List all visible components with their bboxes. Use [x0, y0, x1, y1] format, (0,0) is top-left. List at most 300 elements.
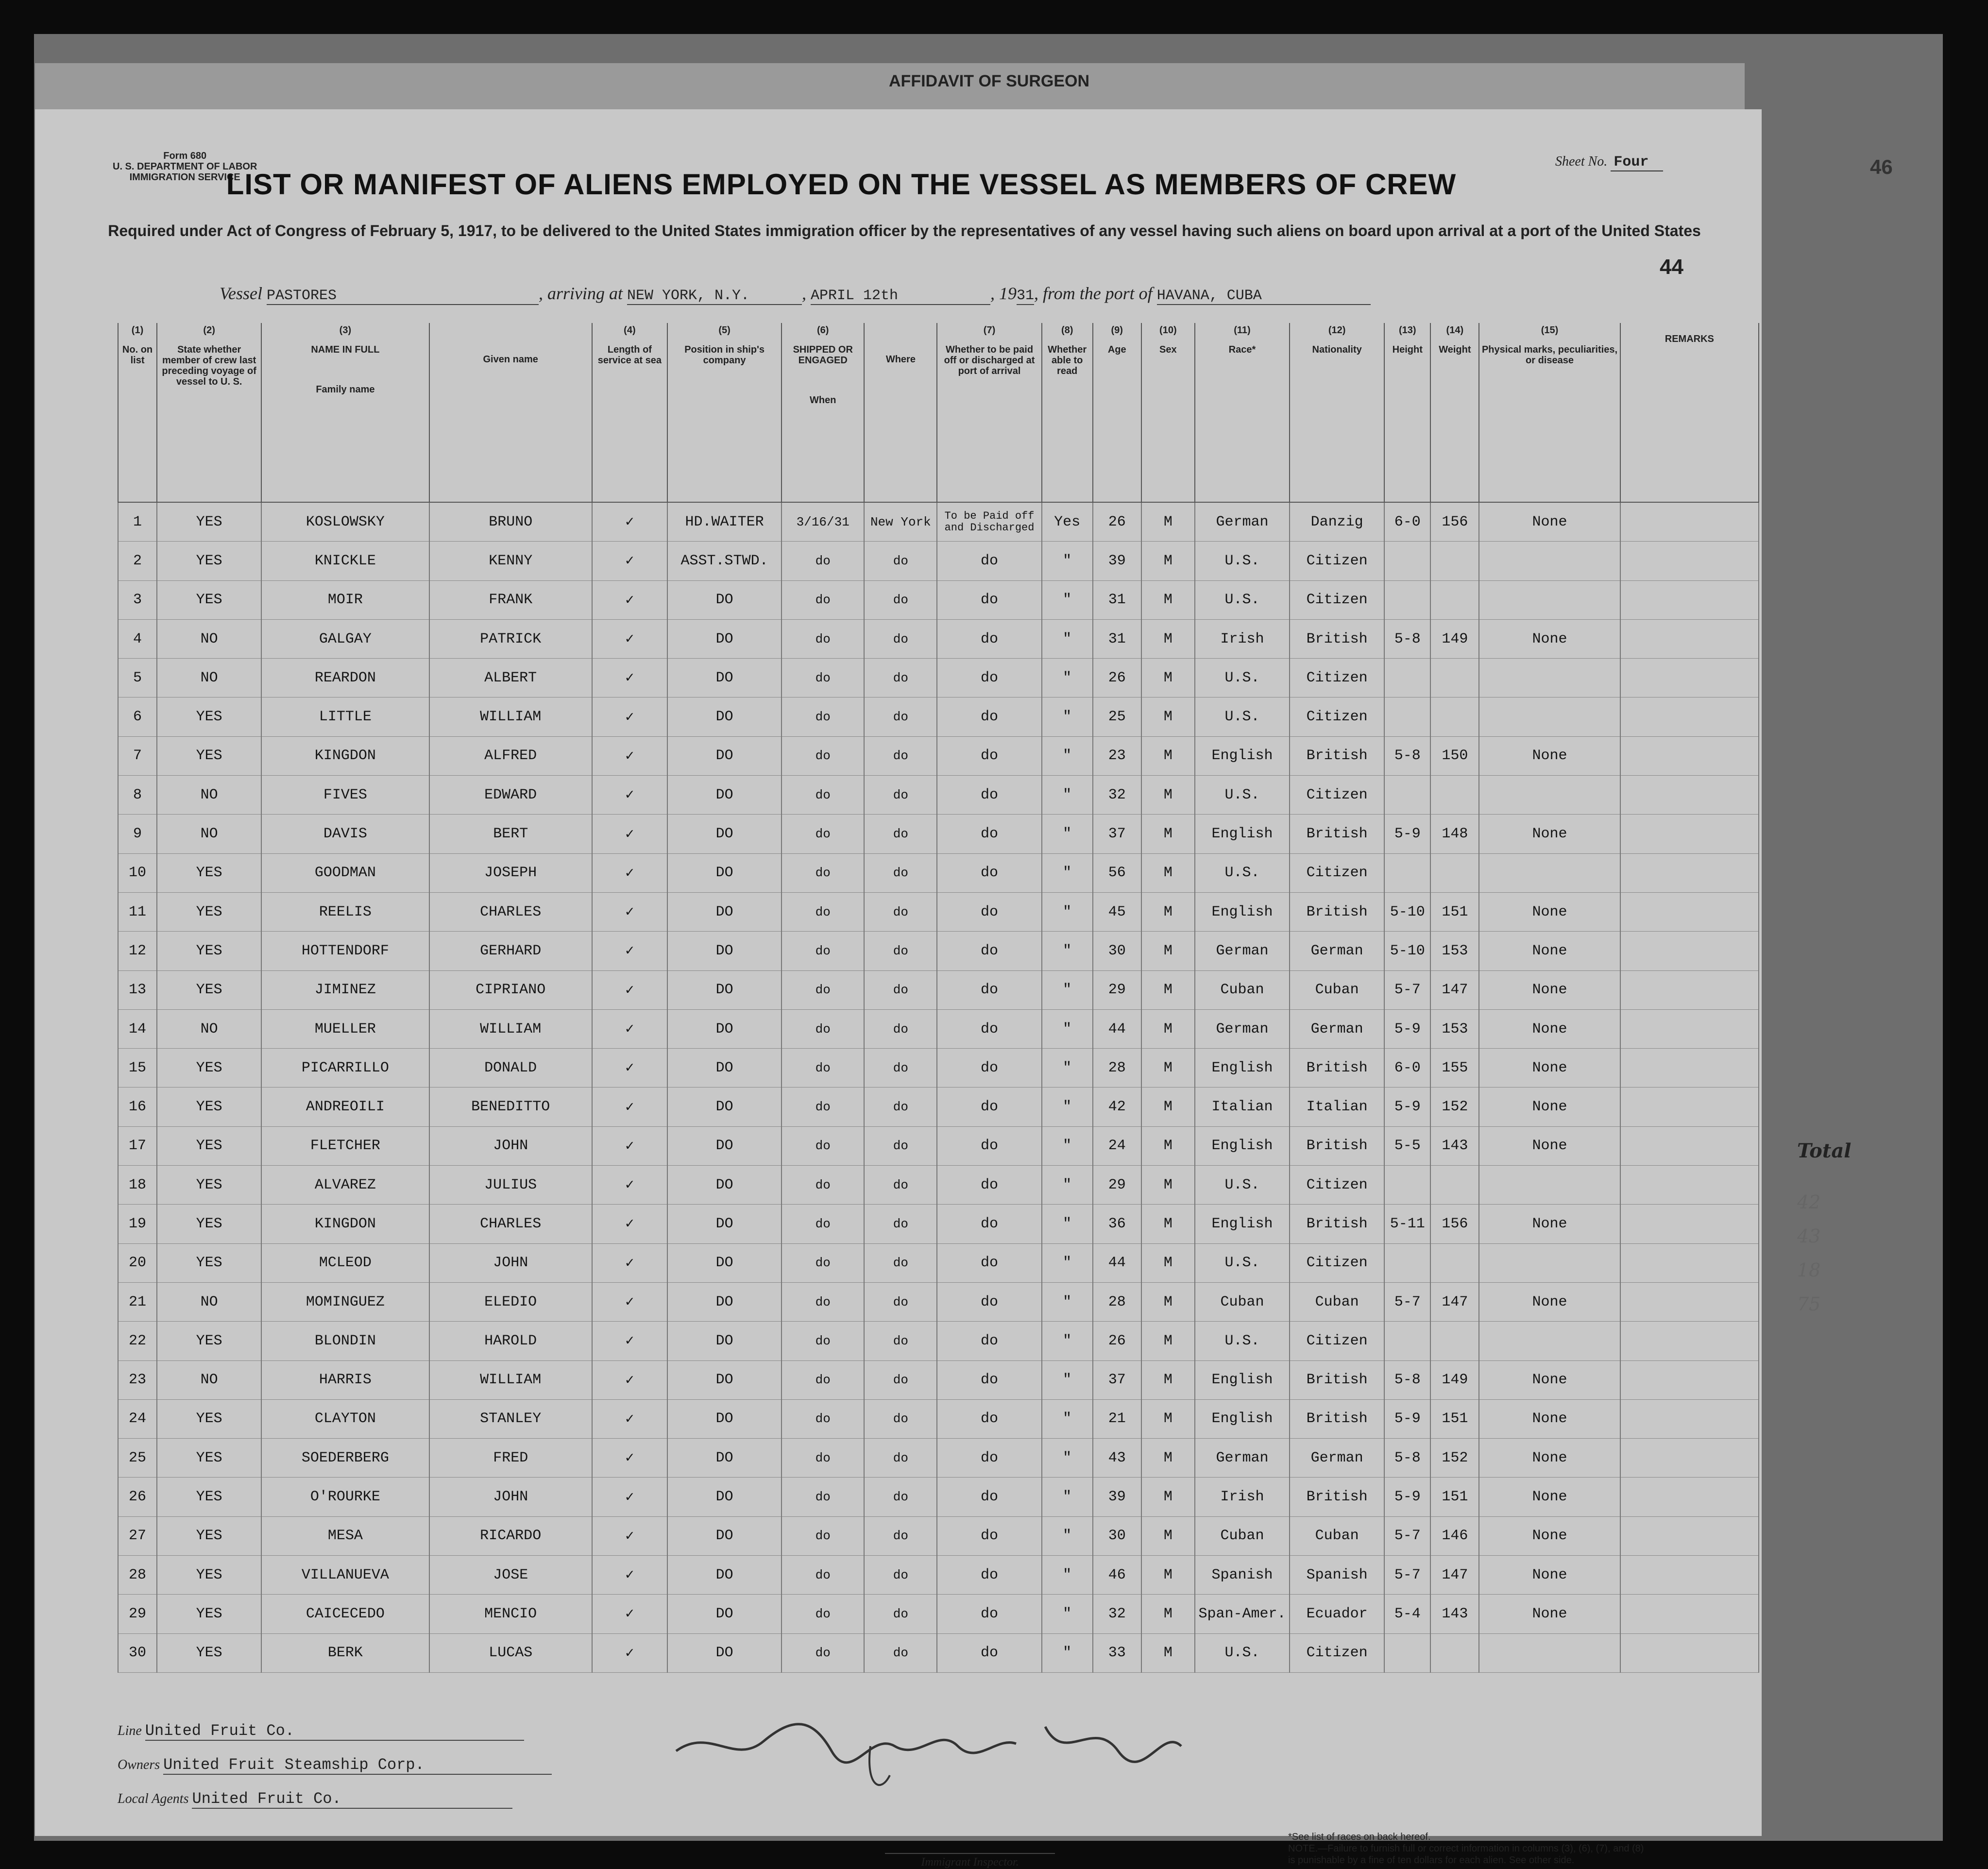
- cell-prev: YES: [157, 1166, 261, 1205]
- year-prefix: , 19: [990, 284, 1017, 303]
- cell-paid: To be Paid off and Discharged: [937, 502, 1041, 542]
- cell-sex: M: [1141, 1556, 1195, 1595]
- cell-sex: M: [1141, 1166, 1195, 1205]
- cell-marks: None: [1479, 1009, 1620, 1048]
- table-row: [118, 1243, 1759, 1282]
- cell-nat: German: [1290, 1009, 1384, 1048]
- column-number: (9): [1111, 325, 1123, 336]
- cell-no: 4: [118, 619, 157, 658]
- cell-read: ": [1042, 1478, 1093, 1516]
- cell-race: U.S.: [1195, 853, 1290, 892]
- cell-position: DO: [667, 619, 782, 658]
- column-label: REMARKS: [1665, 334, 1714, 344]
- cell-sex: M: [1141, 1009, 1195, 1048]
- cell-sex: M: [1141, 892, 1195, 931]
- cell-read: ": [1042, 619, 1093, 658]
- cell-read: ": [1042, 1205, 1093, 1243]
- cell-nat: Spanish: [1290, 1556, 1384, 1595]
- remarks-cell: [1620, 1633, 1759, 1672]
- cell-race: English: [1195, 1205, 1290, 1243]
- cell-paid: do: [937, 1595, 1041, 1633]
- cell-prev: YES: [157, 892, 261, 931]
- cell-given: MENCIO: [429, 1595, 592, 1633]
- cell-when: do: [782, 1478, 864, 1516]
- cell-sex: M: [1141, 1478, 1195, 1516]
- cell-family: MESA: [261, 1516, 429, 1555]
- cell-nat: Danzig: [1290, 502, 1384, 542]
- cell-nat: Citizen: [1290, 580, 1384, 619]
- service-check: ✓: [592, 1009, 667, 1048]
- cell-family: KNICKLE: [261, 542, 429, 580]
- cell-read: ": [1042, 580, 1093, 619]
- cell-age: 24: [1093, 1126, 1141, 1165]
- cell-when: do: [782, 1595, 864, 1633]
- column-number: (13): [1398, 325, 1416, 336]
- cell-prev: YES: [157, 1439, 261, 1478]
- remarks-cell: [1620, 659, 1759, 697]
- cell-no: 20: [118, 1243, 157, 1282]
- cell-given: BRUNO: [429, 502, 592, 542]
- cell-race: English: [1195, 1360, 1290, 1399]
- cell-sex: M: [1141, 1243, 1195, 1282]
- column-header: [1479, 323, 1620, 502]
- cell-weight: 146: [1430, 1516, 1479, 1555]
- cell-prev: YES: [157, 932, 261, 970]
- column-label: Height: [1392, 344, 1423, 355]
- cell-when: do: [782, 853, 864, 892]
- remarks-cell: [1620, 853, 1759, 892]
- cell-paid: do: [937, 1126, 1041, 1165]
- cell-no: 18: [118, 1166, 157, 1205]
- cell-read: ": [1042, 1049, 1093, 1087]
- cell-marks: None: [1479, 970, 1620, 1009]
- remarks-cell: [1620, 542, 1759, 580]
- cell-race: Spanish: [1195, 1556, 1290, 1595]
- cell-paid: do: [937, 815, 1041, 853]
- footer-note-text: *See list of races on back hereof. NOTE.—Failure to furnish full or correct information in columns (3), (6), (7), and (8) is punishable by a fine of ten dollars for each alien. See other side.: [1288, 1832, 1644, 1866]
- cell-height: 5-9: [1384, 1399, 1430, 1438]
- service-check: ✓: [592, 1126, 667, 1165]
- cell-weight: 153: [1430, 932, 1479, 970]
- cell-where: do: [864, 932, 937, 970]
- cell-weight: 147: [1430, 1282, 1479, 1321]
- cell-sex: M: [1141, 619, 1195, 658]
- cell-read: ": [1042, 1360, 1093, 1399]
- cell-paid: do: [937, 932, 1041, 970]
- cell-paid: do: [937, 1478, 1041, 1516]
- cell-nat: Cuban: [1290, 1282, 1384, 1321]
- cell-where: do: [864, 1282, 937, 1321]
- remarks-cell: [1620, 932, 1759, 970]
- cell-paid: do: [937, 892, 1041, 931]
- cell-given: FRANK: [429, 580, 592, 619]
- cell-family: GALGAY: [261, 619, 429, 658]
- cell-when: do: [782, 1049, 864, 1087]
- footer: [84, 1722, 1735, 1834]
- cell-where: do: [864, 1595, 937, 1633]
- cell-age: 32: [1093, 1595, 1141, 1633]
- service-check: ✓: [592, 1282, 667, 1321]
- cell-sex: M: [1141, 1282, 1195, 1321]
- cell-read: ": [1042, 1322, 1093, 1360]
- cell-paid: do: [937, 1282, 1041, 1321]
- cell-given: CHARLES: [429, 1205, 592, 1243]
- cell-given: FRED: [429, 1439, 592, 1478]
- table-row: [118, 1166, 1759, 1205]
- column-label: Nationality: [1312, 344, 1362, 355]
- cell-family: JIMINEZ: [261, 970, 429, 1009]
- owners-value: United Fruit Steamship Corp.: [163, 1756, 552, 1775]
- cell-marks: [1479, 776, 1620, 815]
- cell-height: [1384, 853, 1430, 892]
- cell-prev: NO: [157, 1360, 261, 1399]
- cell-no: 21: [118, 1282, 157, 1321]
- cell-marks: None: [1479, 502, 1620, 542]
- cell-where: do: [864, 542, 937, 580]
- table-row: [118, 776, 1759, 815]
- cell-position: DO: [667, 932, 782, 970]
- service-check: ✓: [592, 1087, 667, 1126]
- service-check: ✓: [592, 619, 667, 658]
- cell-read: ": [1042, 1516, 1093, 1555]
- cell-when: do: [782, 892, 864, 931]
- cell-paid: do: [937, 1009, 1041, 1048]
- cell-weight: 156: [1430, 1205, 1479, 1243]
- cell-given: CIPRIANO: [429, 970, 592, 1009]
- table-header: [118, 323, 1759, 502]
- cell-position: DO: [667, 970, 782, 1009]
- column-label: Whether to be paid off or discharged at port of arrival: [944, 344, 1035, 376]
- service-check: ✓: [592, 970, 667, 1009]
- column-header: [1620, 323, 1759, 502]
- cell-age: 26: [1093, 502, 1141, 542]
- cell-where: do: [864, 853, 937, 892]
- cell-marks: None: [1479, 1478, 1620, 1516]
- cell-no: 19: [118, 1205, 157, 1243]
- cell-age: 37: [1093, 1360, 1141, 1399]
- sheet-label: Sheet No.: [1555, 154, 1608, 169]
- cell-no: 29: [118, 1595, 157, 1633]
- remarks-cell: [1620, 1087, 1759, 1126]
- cell-marks: None: [1479, 619, 1620, 658]
- cell-marks: None: [1479, 932, 1620, 970]
- cell-where: do: [864, 1009, 937, 1048]
- cell-race: U.S.: [1195, 580, 1290, 619]
- service-check: ✓: [592, 776, 667, 815]
- cell-no: 12: [118, 932, 157, 970]
- cell-weight: 150: [1430, 736, 1479, 775]
- column-header: [261, 323, 429, 502]
- cell-position: HD.WAITER: [667, 502, 782, 542]
- cell-weight: 152: [1430, 1439, 1479, 1478]
- cell-read: ": [1042, 1009, 1093, 1048]
- cell-paid: do: [937, 1399, 1041, 1438]
- table-row: [118, 853, 1759, 892]
- cell-when: do: [782, 1009, 864, 1048]
- cell-paid: do: [937, 1166, 1041, 1205]
- cell-when: do: [782, 1243, 864, 1282]
- cell-race: U.S.: [1195, 1166, 1290, 1205]
- cell-height: [1384, 1243, 1430, 1282]
- cell-family: LITTLE: [261, 697, 429, 736]
- column-header: [667, 323, 782, 502]
- cell-where: do: [864, 1166, 937, 1205]
- cell-where: do: [864, 892, 937, 931]
- cell-marks: [1479, 697, 1620, 736]
- cell-sex: M: [1141, 1516, 1195, 1555]
- cell-weight: [1430, 1166, 1479, 1205]
- table-row: [118, 580, 1759, 619]
- total-label: Total: [1797, 1139, 1852, 1162]
- cell-age: 43: [1093, 1439, 1141, 1478]
- cell-given: BENEDITTO: [429, 1087, 592, 1126]
- cell-position: DO: [667, 1009, 782, 1048]
- cell-weight: 143: [1430, 1595, 1479, 1633]
- cell-prev: YES: [157, 1243, 261, 1282]
- cell-nat: British: [1290, 1399, 1384, 1438]
- service-check: ✓: [592, 1595, 667, 1633]
- cell-no: 5: [118, 659, 157, 697]
- cell-no: 7: [118, 736, 157, 775]
- remarks-cell: [1620, 1322, 1759, 1360]
- cell-marks: None: [1479, 736, 1620, 775]
- table-body: [118, 502, 1759, 1672]
- cell-family: FLETCHER: [261, 1126, 429, 1165]
- service-check: ✓: [592, 502, 667, 542]
- column-header: [864, 323, 937, 502]
- cell-race: Span-Amer.: [1195, 1595, 1290, 1633]
- cell-position: DO: [667, 659, 782, 697]
- cell-no: 15: [118, 1049, 157, 1087]
- cell-prev: YES: [157, 1633, 261, 1672]
- cell-marks: [1479, 853, 1620, 892]
- column-sublabel: Family name: [316, 384, 375, 395]
- remarks-cell: [1620, 1205, 1759, 1243]
- column-label: Whether able to read: [1048, 344, 1087, 376]
- column-number: (3): [339, 325, 352, 336]
- crew-table: [118, 323, 1759, 1673]
- cell-age: 46: [1093, 1556, 1141, 1595]
- cell-nat: British: [1290, 892, 1384, 931]
- service-check: ✓: [592, 1633, 667, 1672]
- cell-when: do: [782, 1322, 864, 1360]
- cell-position: DO: [667, 580, 782, 619]
- cell-weight: 152: [1430, 1087, 1479, 1126]
- cell-when: do: [782, 776, 864, 815]
- cell-age: 26: [1093, 659, 1141, 697]
- cell-paid: do: [937, 1360, 1041, 1399]
- table-row: [118, 892, 1759, 931]
- cell-where: do: [864, 1360, 937, 1399]
- remarks-cell: [1620, 619, 1759, 658]
- table-row: [118, 1205, 1759, 1243]
- column-header: [1430, 323, 1479, 502]
- column-header: [1093, 323, 1141, 502]
- cell-prev: YES: [157, 970, 261, 1009]
- remarks-cell: [1620, 1399, 1759, 1438]
- cell-marks: [1479, 542, 1620, 580]
- remarks-cell: [1620, 1516, 1759, 1555]
- cell-where: do: [864, 1556, 937, 1595]
- cell-when: do: [782, 1087, 864, 1126]
- cell-prev: YES: [157, 502, 261, 542]
- agents-row: [118, 1790, 512, 1809]
- cell-family: SOEDERBERG: [261, 1439, 429, 1478]
- service-check: ✓: [592, 815, 667, 853]
- cell-prev: YES: [157, 542, 261, 580]
- cell-height: [1384, 542, 1430, 580]
- table-row: [118, 1126, 1759, 1165]
- cell-paid: do: [937, 1205, 1041, 1243]
- cell-no: 16: [118, 1087, 157, 1126]
- departure-port: HAVANA, CUBA: [1157, 288, 1371, 305]
- remarks-cell: [1620, 1595, 1759, 1633]
- cell-where: New York: [864, 502, 937, 542]
- cell-nat: Italian: [1290, 1087, 1384, 1126]
- cell-position: DO: [667, 1322, 782, 1360]
- cell-no: 2: [118, 542, 157, 580]
- cell-height: 5-4: [1384, 1595, 1430, 1633]
- cell-race: Cuban: [1195, 970, 1290, 1009]
- cell-weight: 147: [1430, 970, 1479, 1009]
- vessel-label: Vessel: [220, 284, 262, 303]
- table-row: [118, 542, 1759, 580]
- cell-nat: Citizen: [1290, 1166, 1384, 1205]
- cell-position: DO: [667, 1282, 782, 1321]
- cell-when: do: [782, 619, 864, 658]
- cell-weight: 148: [1430, 815, 1479, 853]
- cell-where: do: [864, 659, 937, 697]
- cell-height: 5-11: [1384, 1205, 1430, 1243]
- column-number: (1): [131, 325, 144, 336]
- remarks-cell: [1620, 776, 1759, 815]
- cell-nat: British: [1290, 619, 1384, 658]
- table-row: [118, 1322, 1759, 1360]
- cell-given: KENNY: [429, 542, 592, 580]
- cell-position: DO: [667, 697, 782, 736]
- cell-prev: YES: [157, 1399, 261, 1438]
- cell-height: 5-8: [1384, 1439, 1430, 1478]
- cell-sex: M: [1141, 1205, 1195, 1243]
- cell-family: HARRIS: [261, 1360, 429, 1399]
- table-row: [118, 1478, 1759, 1516]
- sheet-number: [1555, 154, 1663, 170]
- margin-value: 43: [1797, 1225, 1821, 1247]
- cell-where: do: [864, 1243, 937, 1282]
- cell-paid: do: [937, 776, 1041, 815]
- cell-when: do: [782, 1399, 864, 1438]
- cell-race: U.S.: [1195, 776, 1290, 815]
- column-header: [157, 323, 261, 502]
- cell-weight: [1430, 1633, 1479, 1672]
- cell-paid: do: [937, 1322, 1041, 1360]
- page-title: LIST OR MANIFEST OF ALIENS EMPLOYED ON THE VESSEL AS MEMBERS OF CREW: [226, 168, 1457, 201]
- cell-height: 5-8: [1384, 1360, 1430, 1399]
- cell-marks: None: [1479, 1556, 1620, 1595]
- table-row: [118, 697, 1759, 736]
- cell-when: do: [782, 1205, 864, 1243]
- cell-position: DO: [667, 1126, 782, 1165]
- cell-weight: 147: [1430, 1556, 1479, 1595]
- cell-age: 29: [1093, 1166, 1141, 1205]
- cell-height: [1384, 697, 1430, 736]
- cell-height: 5-8: [1384, 619, 1430, 658]
- cell-given: JULIUS: [429, 1166, 592, 1205]
- remarks-cell: [1620, 815, 1759, 853]
- column-label: Sex: [1159, 344, 1177, 355]
- column-number: (12): [1328, 325, 1346, 336]
- cell-where: do: [864, 619, 937, 658]
- table-row: [118, 1049, 1759, 1087]
- cell-position: DO: [667, 1556, 782, 1595]
- remarks-cell: [1620, 697, 1759, 736]
- line-label: Line: [118, 1723, 142, 1738]
- remarks-cell: [1620, 502, 1759, 542]
- cell-age: 23: [1093, 736, 1141, 775]
- cell-race: Italian: [1195, 1087, 1290, 1126]
- table-row: [118, 1009, 1759, 1048]
- cell-weight: 156: [1430, 502, 1479, 542]
- cell-prev: YES: [157, 1205, 261, 1243]
- cell-position: DO: [667, 815, 782, 853]
- footer-note: [1288, 1831, 1644, 1866]
- cell-no: 11: [118, 892, 157, 931]
- cell-given: HAROLD: [429, 1322, 592, 1360]
- cell-no: 25: [118, 1439, 157, 1478]
- cell-paid: do: [937, 697, 1041, 736]
- cell-height: 5-9: [1384, 1478, 1430, 1516]
- from-label: , from the port of: [1034, 284, 1153, 303]
- column-sublabel: When: [810, 395, 836, 406]
- cell-height: 5-9: [1384, 1009, 1430, 1048]
- cell-sex: M: [1141, 697, 1195, 736]
- cell-read: ": [1042, 892, 1093, 931]
- line-value: United Fruit Co.: [145, 1722, 524, 1741]
- column-number: (2): [203, 325, 215, 336]
- cell-nat: Cuban: [1290, 970, 1384, 1009]
- arriving-port: NEW YORK, N.Y.: [627, 288, 802, 305]
- cell-no: 24: [118, 1399, 157, 1438]
- cell-read: ": [1042, 1282, 1093, 1321]
- cell-given: DONALD: [429, 1049, 592, 1087]
- column-number: (10): [1159, 325, 1177, 336]
- margin-value: 18: [1797, 1259, 1821, 1281]
- table-row: [118, 1087, 1759, 1126]
- cell-where: do: [864, 815, 937, 853]
- margin-value: 42: [1797, 1191, 1821, 1213]
- cell-weight: [1430, 1243, 1479, 1282]
- service-check: ✓: [592, 1478, 667, 1516]
- cell-given: WILLIAM: [429, 697, 592, 736]
- column-number: (14): [1446, 325, 1464, 336]
- cell-nat: British: [1290, 1205, 1384, 1243]
- cell-weight: 149: [1430, 1360, 1479, 1399]
- cell-when: do: [782, 1516, 864, 1555]
- cell-given: BERT: [429, 815, 592, 853]
- cell-prev: NO: [157, 659, 261, 697]
- service-check: ✓: [592, 1205, 667, 1243]
- cell-paid: do: [937, 1556, 1041, 1595]
- table-row: [118, 659, 1759, 697]
- cell-prev: YES: [157, 1556, 261, 1595]
- cell-when: do: [782, 815, 864, 853]
- service-check: ✓: [592, 542, 667, 580]
- service-check: ✓: [592, 1243, 667, 1282]
- cell-given: ELEDIO: [429, 1282, 592, 1321]
- table-row: [118, 1516, 1759, 1555]
- cell-sex: M: [1141, 1595, 1195, 1633]
- cell-family: DAVIS: [261, 815, 429, 853]
